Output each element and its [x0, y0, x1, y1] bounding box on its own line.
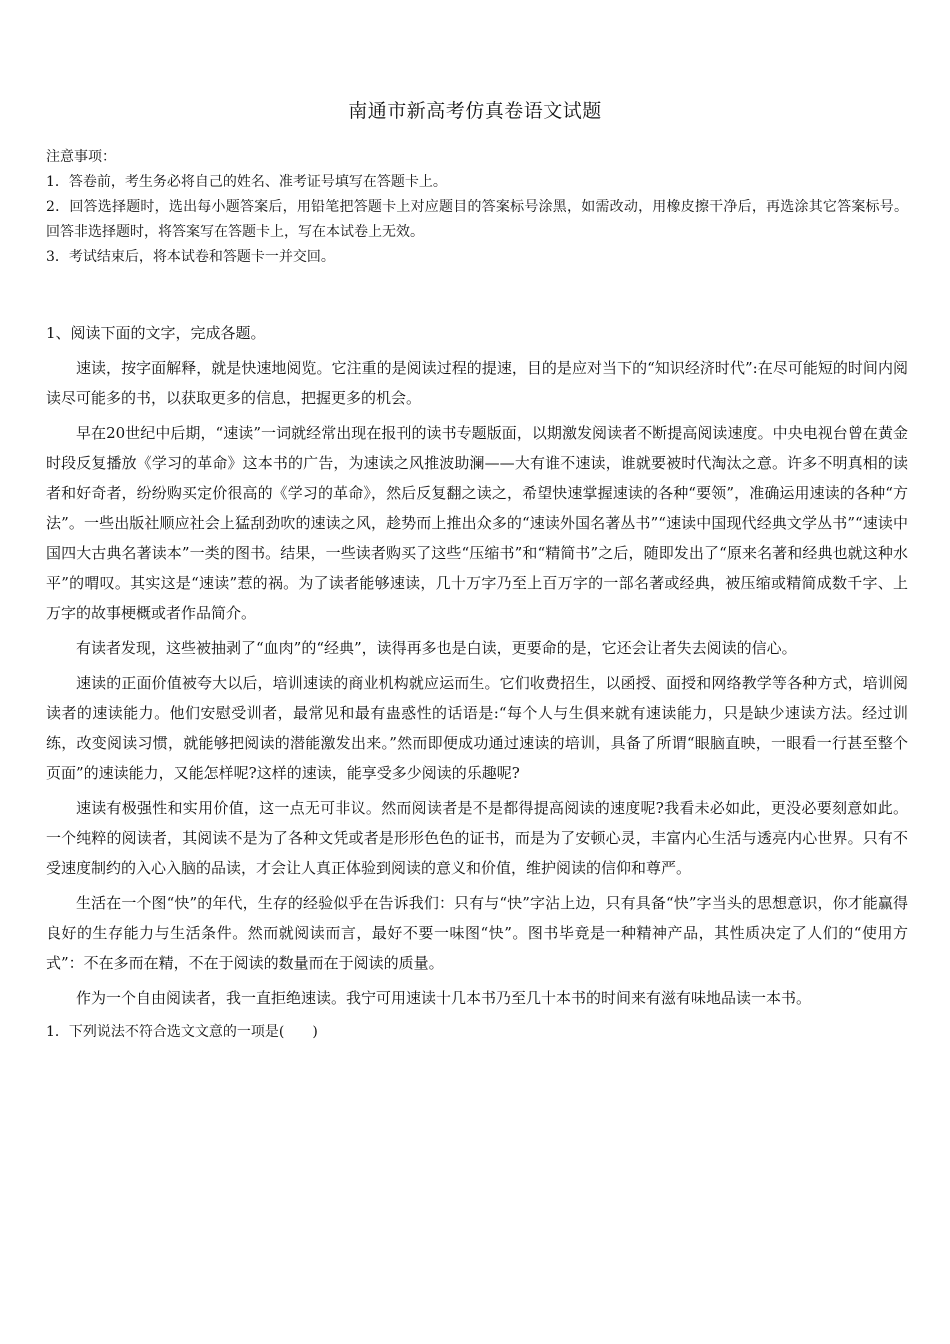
passage-paragraph: 有读者发现，这些被抽剥了“血肉”的“经典”，读得再多也是白读，更要命的是，它还会让者失去阅读的信心。 — [76, 639, 797, 657]
passage-paragraph: 生活在一个图“快”的年代，生存的经验似乎在告诉我们：只有与“快”字沾上边，只有具备“快”字当头的思想意识，你才能赢得良好的生存能力与生活条件。然而就阅读而言，最好不要一味图“快”。图书毕竟是一种精神产品，其性质决定了人们的“使用方式”：不在多而在精，不在于阅读的数量而在于阅读的质量。 — [46, 894, 908, 972]
notice-item: 3．考试结束后，将本试卷和答题卡一并交回。 — [46, 249, 335, 265]
page-title: 南通市新高考仿真卷语文试题 — [348, 100, 602, 122]
notice-heading: 注意事项： — [46, 149, 116, 165]
notice-item: 1．答卷前，考生务必将自己的姓名、准考证号填写在答题卡上。 — [46, 174, 447, 190]
notice-item: 2．回答选择题时，选出每小题答案后，用铅笔把答题卡上对应题目的答案标号涂黑，如需改动，用橡皮擦干净后，再选涂其它答案标号。回答非选择题时，将答案写在答题卡上，写在本试卷上无效。 — [46, 199, 908, 240]
passage-paragraph: 速读的正面价值被夸大以后，培训速读的商业机构就应运而生。它们收费招生，以函授、面授和网络教学等各种方式，培训阅读者的速读能力。他们安慰受训者，最常见和最有蛊惑性的话语是:“每个人与生俱来就有速读能力，只是缺少速读方法。经过训练，改变阅读习惯，就能够把阅读的潜能激发出来。”然而即便成功通过速读的培训，具备了所谓“眼脑直映，一眼看一行甚至整个页面”的速读能力，又能怎样呢?这样的速读，能享受多少阅读的乐趣呢? — [46, 674, 908, 782]
reading-section — [46, 318, 908, 1046]
notice-section — [46, 145, 908, 270]
sub-question: 1．下列说法不符合选文文意的一项是( ) — [46, 1024, 318, 1040]
passage-paragraph: 速读有极强性和实用价值，这一点无可非议。然而阅读者是不是都得提高阅读的速度呢?我看未必如此，更没必要刻意如此。一个纯粹的阅读者，其阅读不是为了各种文凭或者是形形色色的证书，而是为了安顿心灵，丰富内心生活与透亮内心世界。只有不受速度制约的入心入脑的品读，才会让人真正体验到阅读的意义和价值，维护阅读的信仰和尊严。 — [46, 799, 908, 877]
question-heading: 1、阅读下面的文字，完成各题。 — [46, 324, 266, 342]
passage-paragraph: 速读，按字面解释，就是快速地阅览。它注重的是阅读过程的提速，目的是应对当下的“知识经济时代”:在尽可能短的时间内阅读尽可能多的书，以获取更多的信息，把握更多的机会。 — [46, 359, 908, 407]
passage-paragraph: 早在20世纪中后期，“速读”一词就经常出现在报刊的读书专题版面，以期激发阅读者不断提高阅读速度。中央电视台曾在黄金时段反复播放《学习的革命》这本书的广告，为速读之风推波助澜——大有谁不速读，谁就要被时代淘汰之意。许多不明真相的读者和好奇者，纷纷购买定价很高的《学习的革命》，然后反复翻之读之，希望快速掌握速读的各种“要领”，准确运用速读的各种“方法”。一些出版社顺应社会上猛刮劲吹的速读之风，趁势而上推出众多的“速读外国名著丛书”“速读中国现代经典文学丛书”“速读中国四大古典名著读本”一类的图书。结果，一些读者购买了这些“压缩书”和“精简书”之后，随即发出了“原来名著和经典也就这种水平”的喟叹。其实这是“速读”惹的祸。为了读者能够速读，几十万字乃至上百万字的一部名著或经典，被压缩或精简成数千字、上万字的故事梗概或者作品简介。 — [46, 424, 908, 622]
passage-paragraph: 作为一个自由阅读者，我一直拒绝速读。我宁可用速读十几本书乃至几十本书的时间来有滋有味地品读一本书。 — [76, 989, 812, 1007]
